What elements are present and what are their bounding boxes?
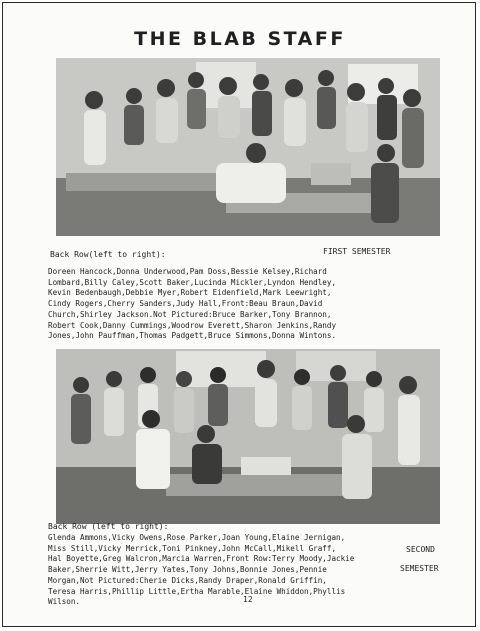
photo-illustration [56,58,440,236]
page-title: THE BLAB STAFF [134,28,346,50]
second-semester-label-line2: SEMESTER [400,564,439,573]
name-line: Teresa Harris,Phillip Little,Ertha Marable,Elaine Whiddon,Phyllis [48,586,346,596]
name-line: Lombard,Billy Caley,Scott Baker,Lucinda Mickler,Lyndon Hendley, [48,277,337,287]
second-semester-staff-photo [56,349,440,524]
photo-illustration [56,349,440,524]
first-semester-names [48,267,336,342]
name-line: Miss Still,Vicky Merrick,Toni Pinkney,John McCall,Mikell Graff, [48,543,337,553]
name-line: Morgan,Not Pictured:Cherie Dicks,Randy Draper,Ronald Griffin, [48,575,327,585]
name-line: Kevin Bedenbaugh,Debbie Myer,Robert Eidenfield,Mark Leewright, [48,288,332,298]
name-line: Hal Boyette,Greg Walcron,Marcia Warren,Front Row:Terry Moody,Jackie [48,554,355,564]
name-line: Robert Cook,Danny Cummings,Woodrow Everett,Sharon Jenkins,Randy [48,320,337,330]
page-number: 12 [243,595,253,604]
name-line: Wilson. [48,597,81,607]
second-semester-names [48,533,354,608]
name-line: Church,Shirley Jackson.Not Pictured:Bruce Barker,Tony Brannon, [48,309,332,319]
name-line: Cindy Rogers,Cherry Sanders,Judy Hall,Front:Beau Braun,David [48,299,323,309]
name-line: Doreen Hancock,Donna Underwood,Pam Doss,Bessie Kelsey,Richard [48,267,327,276]
name-line: Jones,John Pauffman,Thomas Padgett,Bruce Simmons,Donna Wintons. [48,331,337,341]
first-semester-caption-heading: Back Row(left to right): [50,250,166,259]
yearbook-page [2,2,476,627]
name-line: Glenda Ammons,Vicky Owens,Rose Parker,Joan Young,Elaine Jernigan, [48,533,346,542]
first-semester-label: FIRST SEMESTER [323,247,391,256]
name-line: Baker,Sherrie Witt,Jerry Yates,Tony Johns,Bonnie Jones,Pennie [48,565,327,575]
second-semester-caption-heading: Back Row (left to right): [48,522,169,531]
second-semester-label-line1: SECOND [406,545,435,554]
first-semester-staff-photo [56,58,440,236]
